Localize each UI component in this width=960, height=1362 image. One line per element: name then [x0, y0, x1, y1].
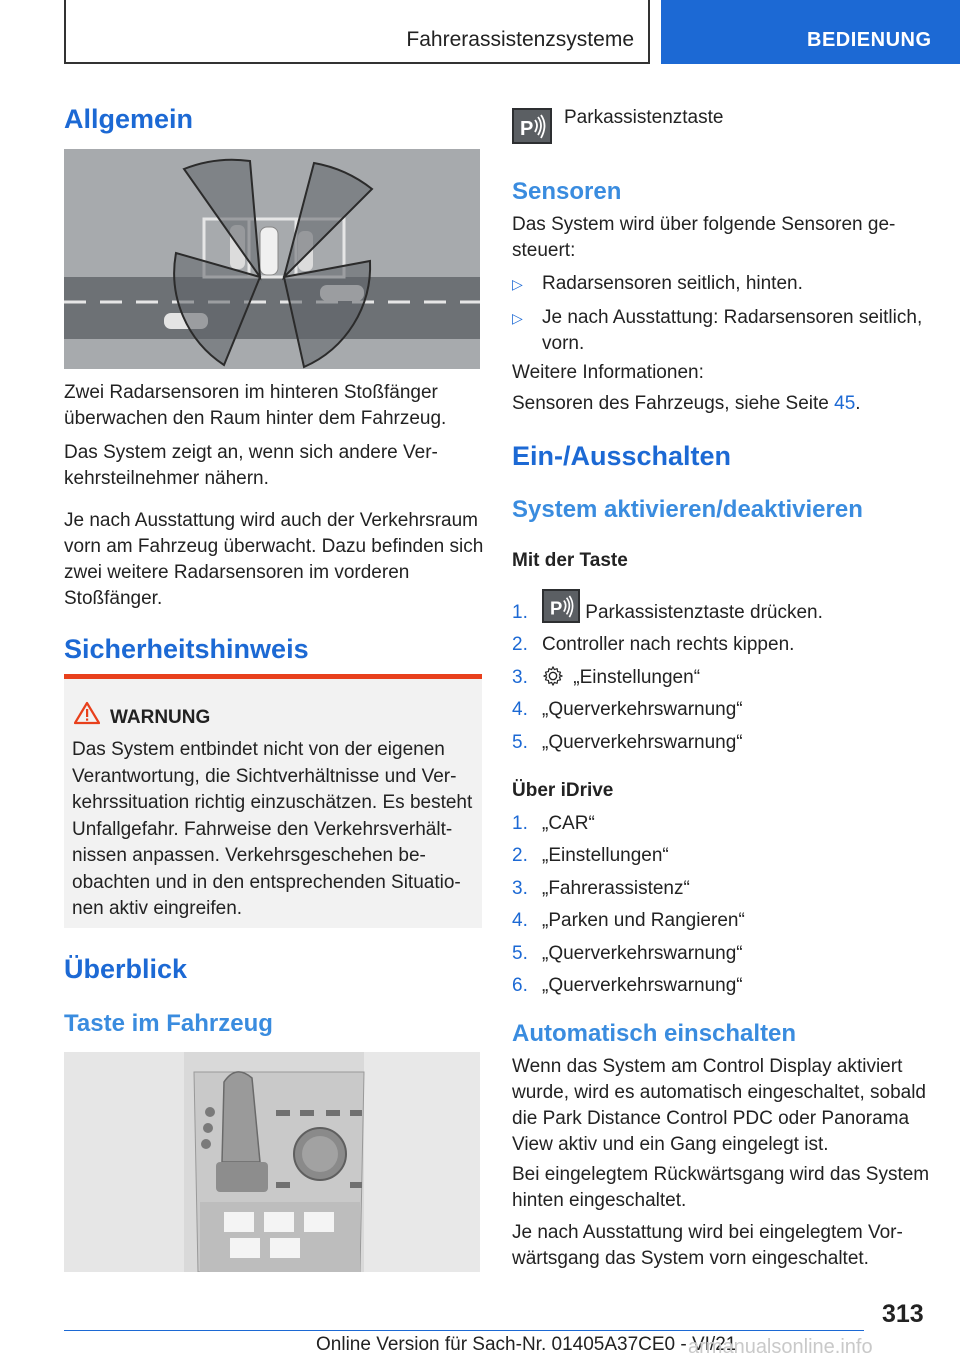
footer-divider	[64, 1330, 864, 1331]
header-chapter-box	[661, 0, 960, 64]
warning-title: WARNUNG	[110, 707, 211, 728]
allgemein-text-3: Je nach Ausstattung wird auch der Verkehrsraum vorn am Fahrzeug überwacht. Dazu befinden sich zwei weitere Radarsensoren im vorderen Stoßfänger.	[64, 510, 484, 609]
radar-coverage-illustration	[64, 149, 480, 369]
auto-text-2: Bei eingelegtem Rückwärtsgang wird das System hinten eingeschaltet.	[512, 1164, 930, 1211]
list-item: 1. „CAR“	[512, 813, 595, 834]
warning-box	[64, 674, 482, 928]
list-item: 5. „Querverkehrswarnung“	[512, 731, 743, 753]
park-assist-button-icon	[512, 108, 552, 144]
gear-icon	[542, 665, 564, 687]
heading-system-aktivieren: System aktivieren/deaktivieren	[512, 496, 863, 523]
sensoren-reference: Sensoren des Fahrzeugs, siehe Seite 45.	[512, 393, 861, 414]
svg-text:P: P	[550, 597, 563, 619]
svg-text:P: P	[520, 118, 534, 140]
sensoren-list	[512, 271, 932, 357]
list-item: 4. „Querverkehrswarnung“	[512, 699, 743, 721]
triangle-bullet-icon: ▷	[512, 310, 523, 326]
warning-text: Das System entbindet nicht von der eigenen Verantwortung, die Sichtverhältnisse und Verkehrssituation richtig einzuschätzen. Es besteht Unfallgefahr. Fahrweise den Verkehrsverhältnissen anpassen. Verkehrsgeschehen beobachten und in den entsprechenden Situationen aktiv eingreifen.	[72, 739, 473, 919]
allgemein-text-2: Das System zeigt an, wenn sich andere Verkehrsteilnehmer nähern.	[64, 442, 438, 489]
heading-automatisch-einschalten: Automatisch einschalten	[512, 1020, 797, 1047]
list-item: 5. „Querverkehrswarnung“	[512, 942, 743, 964]
triangle-bullet-icon: ▷	[512, 276, 523, 292]
list-item: 2. Controller nach rechts kippen.	[512, 634, 795, 656]
heading-taste-im-fahrzeug: Taste im Fahrzeug	[64, 1010, 273, 1037]
auto-text-3: Je nach Ausstattung wird bei eingelegtem Vorwärtsgang das System vorn eingeschaltet.	[512, 1222, 903, 1269]
header-section-box	[64, 0, 650, 64]
list-item: ▷ Radarsensoren seitlich, hinten.	[512, 271, 932, 297]
sensoren-intro: Das System wird über folgende Sensoren gesteuert:	[512, 214, 896, 261]
heading-sensoren: Sensoren	[512, 178, 622, 205]
page-link-45[interactable]: 45	[834, 393, 856, 414]
weitere-informationen: Weitere Informationen:	[512, 362, 704, 383]
page-number: 313	[882, 1300, 924, 1328]
header-chapter-title: BEDIENUNG	[807, 29, 932, 51]
list-item: 3. „Einstellungen“	[512, 666, 701, 688]
taste-steps-list	[512, 597, 932, 762]
auto-text-1: Wenn das System am Control Display aktiviert wurde, wird es automatisch eingeschaltet, sobald die Park Distance Control PDC oder Panorama View aktiv und ein Gang eingelegt ist.	[512, 1056, 927, 1155]
button-caption: Parkassistenztaste	[564, 107, 724, 128]
idrive-steps-list	[512, 811, 932, 1005]
heading-ein-ausschalten: Ein-/Ausschalten	[512, 441, 732, 471]
footer-online-version: Online Version für Sach-Nr. 01405A37CE0 - VI/21	[316, 1334, 737, 1355]
heading-ueber-idrive: Über iDrive	[512, 780, 614, 801]
list-item: 4. „Parken und Rangieren“	[512, 910, 745, 932]
park-assist-button-graphic	[512, 108, 552, 144]
list-item: 1. P Parkassistenztaste drücken.	[512, 600, 932, 632]
warning-triangle-icon	[74, 701, 100, 725]
list-item: 3. „Fahrerassistenz“	[512, 877, 690, 899]
header-section-title: Fahrerassistenzsysteme	[406, 28, 634, 51]
heading-sicherheitshinweis: Sicherheitshinweis	[64, 634, 309, 664]
allgemein-text-1: Zwei Radarsensoren im hinteren Stoßfänger überwachen den Raum hinter dem Fahrzeug.	[64, 382, 447, 429]
heading-mit-der-taste: Mit der Taste	[512, 550, 628, 571]
heading-allgemein: Allgemein	[64, 104, 194, 134]
center-console-photo	[64, 1052, 480, 1272]
park-assist-button-icon	[542, 589, 580, 623]
list-item: 2. „Einstellungen“	[512, 845, 669, 867]
list-item: 6. „Querverkehrswarnung“	[512, 974, 743, 996]
heading-ueberblick: Überblick	[64, 954, 188, 984]
watermark: armanualsonline.info	[688, 1336, 873, 1358]
list-item: ▷ Je nach Ausstattung: Radarsensoren seitlich, vorn.	[512, 307, 923, 354]
